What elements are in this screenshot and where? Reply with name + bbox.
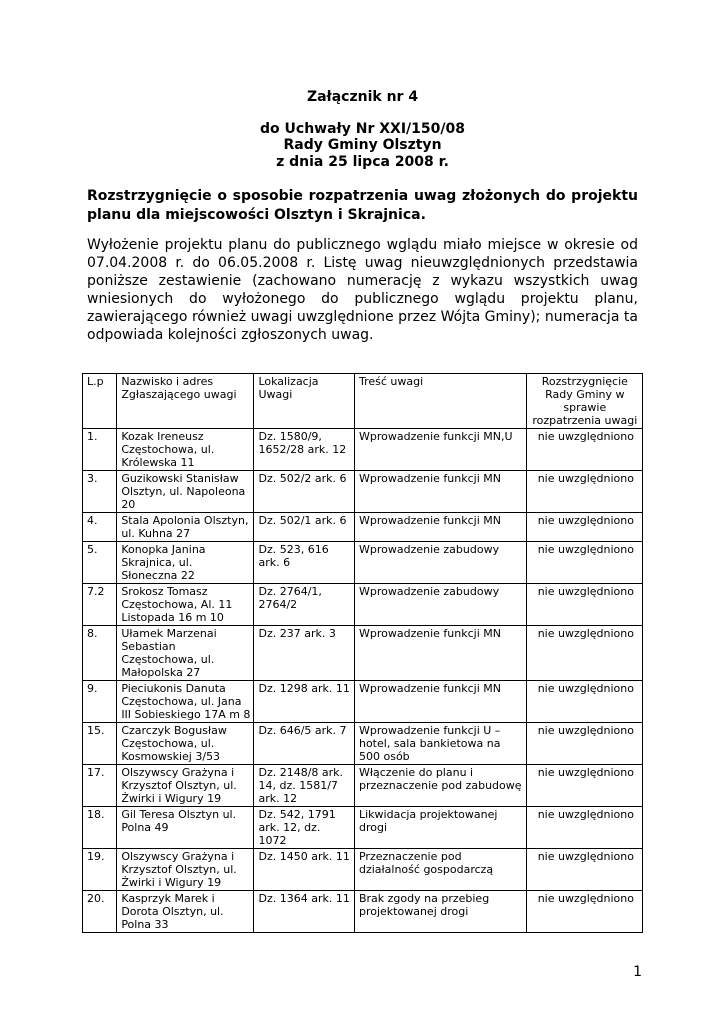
cell-lp: 5.: [83, 542, 117, 584]
cell-location: Dz. 2148/8 ark. 14, dz. 1581/7 ark. 12: [254, 765, 355, 807]
cell-decision: nie uwzględniono: [526, 849, 642, 891]
cell-name-address: Kasprzyk Marek i Dorota Olsztyn, ul. Polna 33: [117, 891, 254, 933]
cell-decision: nie uwzględniono: [526, 765, 642, 807]
cell-name-address: Gil Teresa Olsztyn ul. Polna 49: [117, 807, 254, 849]
cell-location: Dz. 502/2 ark. 6: [254, 471, 355, 513]
cell-name-address: Ułamek Marzenai Sebastian Częstochowa, ul. Małopolska 27: [117, 626, 254, 681]
cell-decision: nie uwzględniono: [526, 807, 642, 849]
cell-decision: nie uwzględniono: [526, 681, 642, 723]
cell-location: Dz. 646/5 ark. 7: [254, 723, 355, 765]
cell-location: Dz. 1580/9, 1652/28 ark. 12: [254, 429, 355, 471]
cell-name-address: Srokosz Tomasz Częstochowa, Al. 11 Listopada 16 m 10: [117, 584, 254, 626]
header-content: Treść uwagi: [354, 374, 526, 429]
table-body: [83, 429, 643, 933]
cell-location: Dz. 2764/1, 2764/2: [254, 584, 355, 626]
cell-lp: 8.: [83, 626, 117, 681]
objections-table: [82, 373, 643, 933]
cell-name-address: Konopka Janina Skrajnica, ul. Słoneczna 22: [117, 542, 254, 584]
table-header-row: [83, 374, 643, 429]
cell-location: Dz. 1298 ark. 11: [254, 681, 355, 723]
cell-decision: nie uwzględniono: [526, 891, 642, 933]
table-row: [83, 626, 643, 681]
cell-name-address: Czarczyk Bogusław Częstochowa, ul. Kosmowskiej 3/53: [117, 723, 254, 765]
cell-content: Wprowadzenie zabudowy: [354, 584, 526, 626]
table-row: [83, 584, 643, 626]
table-row: [83, 807, 643, 849]
intro-paragraph: Wyłożenie projektu planu do publicznego wglądu miało miejsce w okresie od 07.04.2008 r. do 06.05.2008 r. Listę uwag nieuwzględnionych przedstawia poniższe zestawienie (zachowano numerację z wykazu wszystkich uwag wniesionych do wyłożonego do publicznego wglądu projektu planu, zawierającego również uwagi uwzględnione przez Wójta Gminy); numeracja ta odpowiada kolejności zgłoszonych uwag.: [87, 237, 638, 343]
cell-content: Włączenie do planu i przeznaczenie pod zabudowę: [354, 765, 526, 807]
cell-location: Dz. 1450 ark. 11: [254, 849, 355, 891]
cell-name-address: Olszywscy Grażyna i Krzysztof Olsztyn, ul. Żwirki i Wigury 19: [117, 849, 254, 891]
cell-content: Likwidacja projektowanej drogi: [354, 807, 526, 849]
cell-content: Wprowadzenie funkcji MN: [354, 626, 526, 681]
cell-lp: 4.: [83, 513, 117, 542]
table-row: [83, 429, 643, 471]
cell-decision: nie uwzględniono: [526, 429, 642, 471]
cell-location: Dz. 523, 616 ark. 6: [254, 542, 355, 584]
cell-decision: nie uwzględniono: [526, 513, 642, 542]
cell-name-address: Guzikowski Stanisław Olsztyn, ul. Napoleona 20: [117, 471, 254, 513]
header-name-address: Nazwisko i adres Zgłaszającego uwagi: [117, 374, 254, 429]
cell-content: Wprowadzenie zabudowy: [354, 542, 526, 584]
header-location: Lokalizacja Uwagi: [254, 374, 355, 429]
cell-lp: 17.: [83, 765, 117, 807]
cell-content: Brak zgody na przebieg projektowanej drogi: [354, 891, 526, 933]
cell-lp: 3.: [83, 471, 117, 513]
cell-location: Dz. 542, 1791 ark. 12, dz. 1072: [254, 807, 355, 849]
header-decision: Rozstrzygnięcie Rady Gminy w sprawie rozpatrzenia uwagi: [526, 374, 642, 429]
table-row: [83, 542, 643, 584]
header-lp: L.p: [83, 374, 117, 429]
cell-decision: nie uwzględniono: [526, 626, 642, 681]
cell-name-address: Olszywscy Grażyna i Krzysztof Olsztyn, ul. Żwirki i Wigury 19: [117, 765, 254, 807]
table-row: [83, 849, 643, 891]
cell-lp: 20.: [83, 891, 117, 933]
document-heading: Rozstrzygnięcie o sposobie rozpatrzenia uwag złożonych do projektu planu dla miejscowości Olsztyn i Skrajnica.: [87, 188, 638, 223]
resolution-number: do Uchwały Nr XXI/150/08: [260, 121, 465, 137]
cell-lp: 19.: [83, 849, 117, 891]
table-row: [83, 681, 643, 723]
cell-decision: nie uwzględniono: [526, 584, 642, 626]
cell-location: Dz. 1364 ark. 11: [254, 891, 355, 933]
cell-content: Wprowadzenie funkcji MN: [354, 681, 526, 723]
table-row: [83, 891, 643, 933]
cell-decision: nie uwzględniono: [526, 542, 642, 584]
cell-location: Dz. 237 ark. 3: [254, 626, 355, 681]
cell-content: Wprowadzenie funkcji MN,U: [354, 429, 526, 471]
table-row: [83, 513, 643, 542]
cell-lp: 18.: [83, 807, 117, 849]
cell-decision: nie uwzględniono: [526, 723, 642, 765]
table-row: [83, 765, 643, 807]
cell-lp: 9.: [83, 681, 117, 723]
table-row: [83, 723, 643, 765]
cell-name-address: Kozak Ireneusz Częstochowa, ul. Królewska 11: [117, 429, 254, 471]
cell-content: Wprowadzenie funkcji MN: [354, 471, 526, 513]
page-number: 1: [633, 964, 642, 980]
resolution-date: z dnia 25 lipca 2008 r.: [276, 154, 449, 170]
cell-lp: 1.: [83, 429, 117, 471]
cell-content: Wprowadzenie funkcji U – hotel, sala bankietowa na 500 osób: [354, 723, 526, 765]
cell-lp: 7.2: [83, 584, 117, 626]
cell-lp: 15.: [83, 723, 117, 765]
cell-name-address: Pieciukonis Danuta Częstochowa, ul. Jana III Sobieskiego 17A m 8: [117, 681, 254, 723]
cell-decision: nie uwzględniono: [526, 471, 642, 513]
council-name: Rady Gminy Olsztyn: [283, 137, 442, 153]
table-row: [83, 471, 643, 513]
cell-name-address: Stala Apolonia Olsztyn, ul. Kuhna 27: [117, 513, 254, 542]
cell-location: Dz. 502/1 ark. 6: [254, 513, 355, 542]
cell-content: Przeznaczenie pod działalność gospodarczą: [354, 849, 526, 891]
cell-content: Wprowadzenie funkcji MN: [354, 513, 526, 542]
attachment-title: Załącznik nr 4: [306, 89, 419, 105]
